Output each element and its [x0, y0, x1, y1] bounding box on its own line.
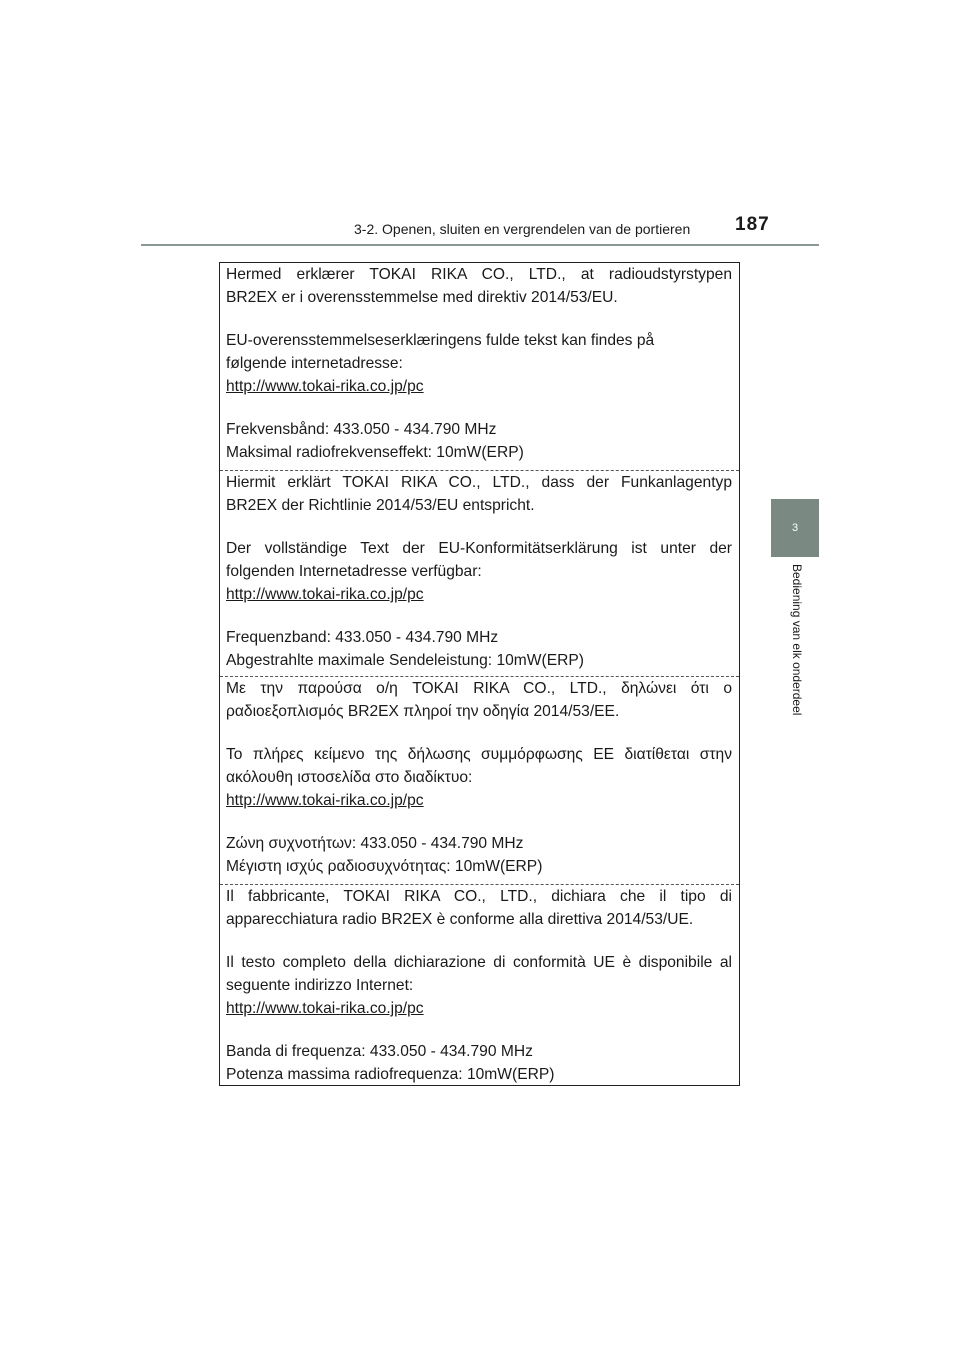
declaration-line: BR2EX er i overensstemmelse med direktiv 2014/53/EU. [226, 289, 618, 306]
max-power: Abgestrahlte maximale Sendeleistung: 10mW(ERP) [226, 652, 584, 669]
declaration-line: følgende internetadresse: [226, 355, 403, 372]
chapter-label: Bediening van elk onderdeel [790, 564, 804, 716]
url-link[interactable]: http://www.tokai-rika.co.jp/pc [226, 378, 424, 395]
declaration-line: Με την παρούσα ο/η TOKAI RIKA CO., LTD., δηλώνει ότι ο [226, 680, 732, 697]
declaration-line: Il testo completo della dichiarazione di conformità UE è disponibile al [226, 954, 732, 971]
declaration-line: Hermed erklærer TOKAI RIKA CO., LTD., at radioudstyrstypen [226, 266, 732, 283]
declaration-line: ακόλουθη ιστοσελίδα στο διαδίκτυο: [226, 769, 473, 786]
url-link[interactable]: http://www.tokai-rika.co.jp/pc [226, 586, 424, 603]
declaration-danish [220, 263, 739, 470]
section-title: 3-2. Openen, sluiten en vergrendelen van de portieren [354, 221, 691, 237]
declaration-line: BR2EX der Richtlinie 2014/53/EU entspricht. [226, 497, 535, 514]
declaration-box [219, 262, 740, 1086]
frequency-band: Frequenzband: 433.050 - 434.790 MHz [226, 629, 499, 646]
chapter-tab[interactable] [771, 499, 819, 557]
declaration-line: seguente indirizzo Internet: [226, 977, 414, 994]
frequency-band: Frekvensbånd: 433.050 - 434.790 MHz [226, 421, 497, 438]
max-power: Μέγιστη ισχύς ραδιοσυχνότητας: 10mW(ERP) [226, 858, 543, 875]
header-divider [141, 244, 819, 246]
declaration-german [220, 470, 739, 676]
declaration-line: Der vollständige Text der EU-Konformitätserklärung ist unter der [226, 540, 732, 557]
declaration-line: Hiermit erklärt TOKAI RIKA CO., LTD., dass der Funkanlagentyp [226, 474, 732, 491]
declaration-italian [220, 884, 739, 1086]
declaration-greek [220, 676, 739, 884]
max-power: Maksimal radiofrekvenseffekt: 10mW(ERP) [226, 444, 524, 461]
declaration-line: Il fabbricante, TOKAI RIKA CO., LTD., dichiara che il tipo di [226, 888, 732, 905]
declaration-line: apparecchiatura radio BR2EX è conforme alla direttiva 2014/53/UE. [226, 911, 694, 928]
frequency-band: Banda di frequenza: 433.050 - 434.790 MHz [226, 1043, 533, 1060]
url-link[interactable]: http://www.tokai-rika.co.jp/pc [226, 1000, 424, 1017]
page-number: 187 [735, 214, 770, 235]
url-link[interactable]: http://www.tokai-rika.co.jp/pc [226, 792, 424, 809]
declaration-line: ραδιοεξοπλισμός BR2EX πληροί την οδηγία 2014/53/ΕΕ. [226, 703, 620, 720]
declaration-line: EU-overensstemmelseserklæringens fulde tekst kan findes på [226, 332, 655, 349]
max-power: Potenza massima radiofrequenza: 10mW(ERP) [226, 1066, 555, 1083]
declaration-line: Το πλήρες κείμενο της δήλωσης συμμόρφωσης ΕΕ διατίθεται στην [226, 746, 732, 763]
declaration-line: folgenden Internetadresse verfügbar: [226, 563, 482, 580]
frequency-band: Ζώνη συχνοτήτων: 433.050 - 434.790 MHz [226, 835, 524, 852]
chapter-number: 3 [791, 522, 799, 534]
